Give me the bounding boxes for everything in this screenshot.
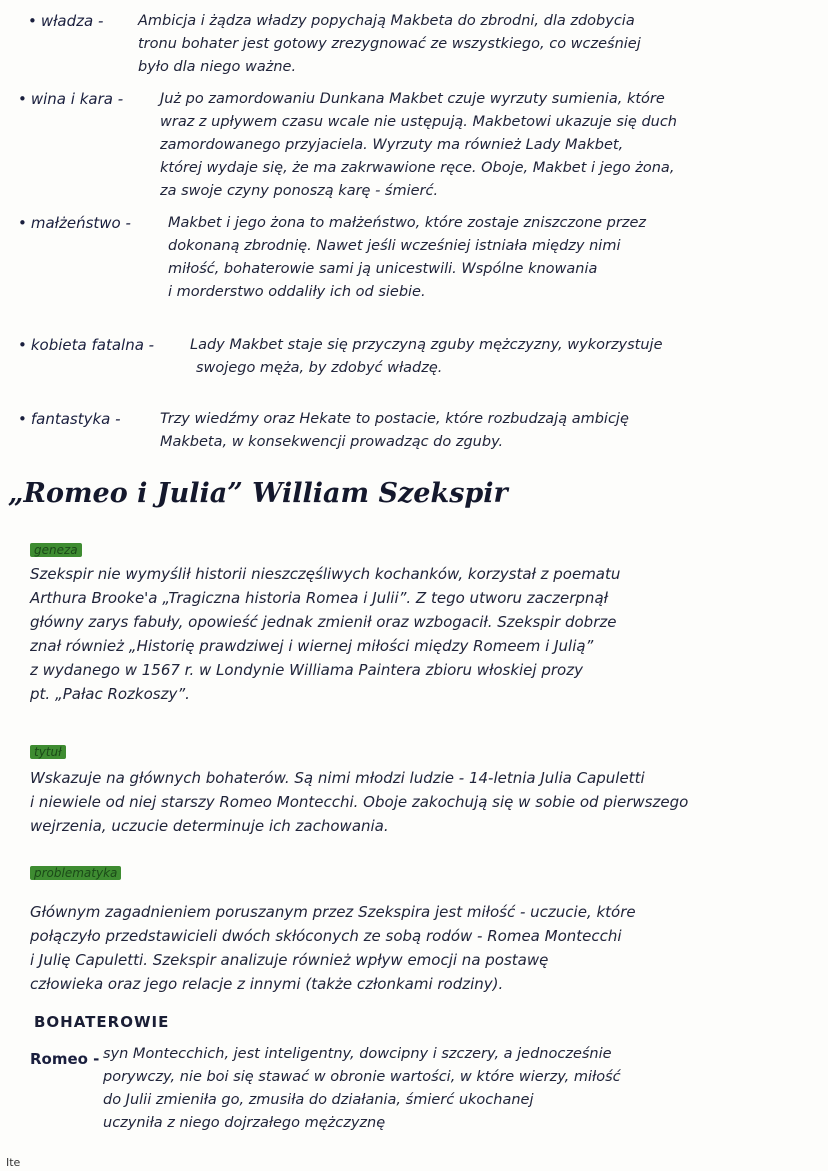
section-problematyka-text <box>30 900 636 996</box>
text-line: Makbeta, w konsekwencji prowadząc do zguby. <box>160 434 504 450</box>
text-line: Ambicja i żądza władzy popychają Makbeta do zbrodni, dla zdobycia <box>138 13 635 29</box>
text-line: znał również „Historię prawdziwej i wiernej miłości między Romeem i Julią” <box>30 637 594 655</box>
section-geneza-text <box>30 562 620 706</box>
text-line: Głównym zagadnieniem poruszanym przez Szekspira jest miłość - uczucie, które <box>30 903 636 921</box>
entry-text <box>160 408 629 454</box>
text-line: Makbet i jego żona to małżeństwo, które zostaje zniszczone przez <box>168 215 646 231</box>
text-line: wejrzenia, uczucie determinuje ich zachowania. <box>30 817 389 835</box>
text-line: główny zarys fabuły, opowieść jednak zmienił oraz wzbogacił. Szekspir dobrze <box>30 613 617 631</box>
character-romeo-text <box>103 1043 621 1135</box>
entry-term: • małżeństwo - <box>18 214 131 232</box>
text-line: i niewiele od niej starszy Romeo Montecchi. Oboje zakochują się w sobie od pierwszego <box>30 793 689 811</box>
entry-text <box>138 10 641 79</box>
text-line: Lady Makbet staje się przyczyną zguby mężczyzny, wykorzystuje <box>190 337 663 353</box>
page-title: „Romeo i Julia” William Szekspir <box>8 478 508 509</box>
section-label-problematyka: problematyka <box>30 866 121 880</box>
text-line: uczyniła z niego dojrzałego mężczyznę <box>103 1115 386 1131</box>
text-line: i morderstwo oddaliły ich od siebie. <box>168 284 426 300</box>
text-line: Trzy wiedźmy oraz Hekate to postacie, które rozbudzają ambicję <box>160 411 629 427</box>
entry-term: • kobieta fatalna - <box>18 336 155 354</box>
text-line: było dla niego ważne. <box>138 59 297 75</box>
text-line: pt. „Pałac Rozkoszy”. <box>30 685 190 703</box>
text-line: której wydaje się, że ma zakrwawione ręce. Oboje, Makbet i jego żona, <box>160 160 675 176</box>
text-line: tronu bohater jest gotowy zrezygnować ze wszystkiego, co wcześniej <box>138 36 641 52</box>
text-line: Arthura Brooke'a „Tragiczna historia Romea i Julii”. Z tego utworu zaczerpnął <box>30 589 608 607</box>
section-tytul-text <box>30 766 688 838</box>
character-term-romeo: Romeo - <box>30 1050 100 1068</box>
text-line: do Julii zmieniła go, zmusiła do działania, śmierć ukochanej <box>103 1092 534 1108</box>
text-line: połączyło przedstawicieli dwóch skłóconych ze sobą rodów - Romea Montecchi <box>30 927 622 945</box>
entry-text <box>190 334 663 380</box>
text-line: z wydanego w 1567 r. w Londynie Williama Paintera zbioru włoskiej prozy <box>30 661 583 679</box>
text-line: swojego męża, by zdobyć władzę. <box>196 360 443 376</box>
text-line: dokonaną zbrodnię. Nawet jeśli wcześniej istniała między nimi <box>168 238 621 254</box>
text-line: miłość, bohaterowie sami ją unicestwili. Wspólne knowania <box>168 261 598 277</box>
section-label-geneza: geneza <box>30 543 82 557</box>
text-line: Wskazuje na głównych bohaterów. Są nimi młodzi ludzie - 14-letnia Julia Capuletti <box>30 769 645 787</box>
entry-term: • fantastyka - <box>18 410 121 428</box>
text-line: syn Montecchich, jest inteligentny, dowcipny i szczery, a jednocześnie <box>103 1046 612 1062</box>
text-line: człowieka oraz jego relacje z innymi (także członkami rodziny). <box>30 975 504 993</box>
text-line: porywczy, nie boi się stawać w obronie wartości, w które wierzy, miłość <box>103 1069 621 1085</box>
text-line: za swoje czyny ponoszą karę - śmierć. <box>160 183 439 199</box>
text-line: i Julię Capuletti. Szekspir analizuje również wpływ emocji na postawę <box>30 951 549 969</box>
entry-text <box>160 88 677 203</box>
page-corner-mark: Ite <box>6 1156 21 1169</box>
entry-text <box>168 212 646 304</box>
text-line: zamordowanego przyjaciela. Wyrzuty ma również Lady Makbet, <box>160 137 624 153</box>
text-line: Szekspir nie wymyślił historii nieszczęśliwych kochanków, korzystał z poematu <box>30 565 621 583</box>
section-label-tytul: tytuł <box>30 745 66 759</box>
text-line: wraz z upływem czasu wcale nie ustępują. Makbetowi ukazuje się duch <box>160 114 677 130</box>
entry-term: • władza - <box>28 12 104 30</box>
text-line: Już po zamordowaniu Dunkana Makbet czuje wyrzuty sumienia, które <box>160 91 665 107</box>
entry-term: • wina i kara - <box>18 90 124 108</box>
section-heading-bohaterowie: BOHATEROWIE <box>34 1013 170 1031</box>
